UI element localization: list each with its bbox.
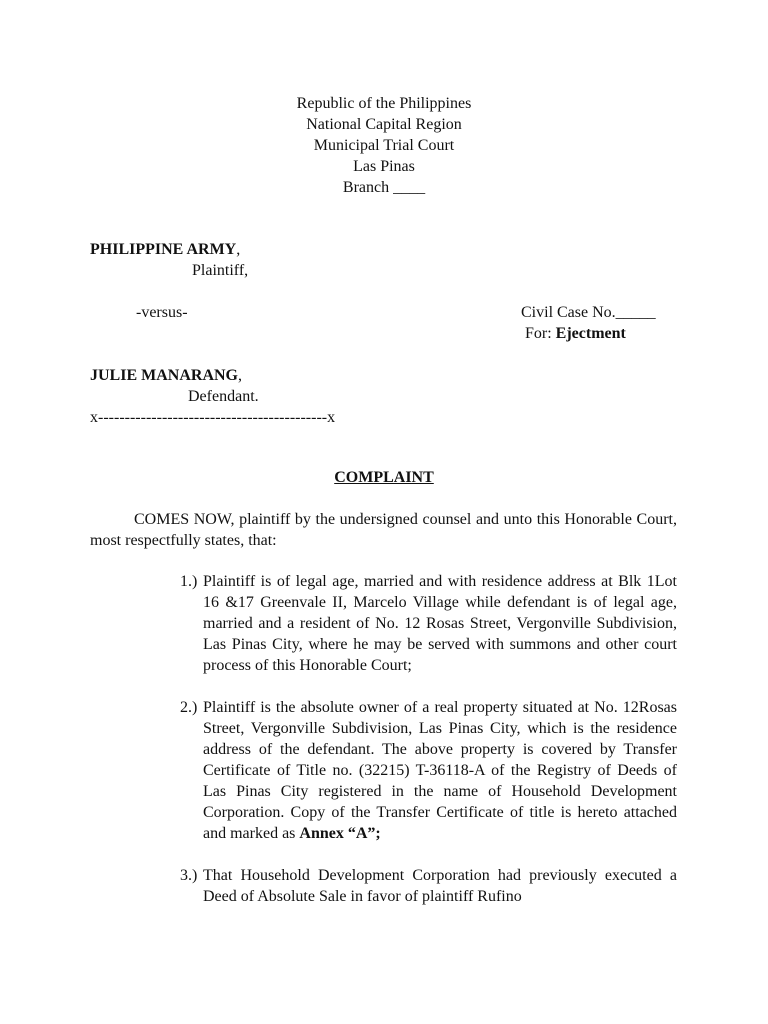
defendant-name: JULIE MANARANG <box>90 367 238 384</box>
civil-case-number: Civil Case No._____ <box>521 304 656 321</box>
annex-reference: Annex “A”; <box>299 825 381 842</box>
court-header-line: National Capital Region <box>306 116 462 133</box>
paragraph-text-container <box>203 697 677 844</box>
defendant-name-comma: , <box>238 367 242 384</box>
paragraph-number: 3.) <box>180 867 198 884</box>
plaintiff-name-comma: , <box>236 241 241 258</box>
defendant-name-line <box>90 365 242 386</box>
plaintiff-role: Plaintiff, <box>192 262 249 279</box>
paragraph-text: That Household Development Corporation had previously executed a Deed of Absolute Sale in favor of plaintiff Rufino <box>203 867 677 905</box>
court-header-line: Municipal Trial Court <box>313 137 455 154</box>
paragraph-number: 1.) <box>180 573 198 590</box>
paragraph-text: Plaintiff is the absolute owner of a real property situated at No. 12Rosas Street, Vergonville Subdivision, Las Pinas City, which is the residence address of the defendant. The above property is covered by Transfer Certificate of Title no. (32215) T-36118-A of the Registry of Deeds of Las Pinas City registered in the name of Household Development Corporation. Copy of the Transfer Certificate of title is hereto attached and marked as <box>203 699 677 842</box>
numbered-paragraph <box>180 865 677 907</box>
court-header-line: Las Pinas <box>353 158 415 175</box>
court-header-line: Republic of the Philippines <box>296 95 472 112</box>
paragraph-text: Plaintiff is of legal age, married and with residence address at Blk 1Lot 16 &17 Greenvale II, Marcelo Village while defendant is of legal age, married and a resident of No. 12 Rosas Street, Vergonville Subdivision, Las Pinas City, where he may be served with summons and other court process of this Honorable Court; <box>203 573 677 674</box>
intro-paragraph: COMES NOW, plaintiff by the undersigned counsel and unto this Honorable Court, most respectfully states, that: <box>90 511 677 549</box>
court-header-line: Branch ____ <box>342 179 426 196</box>
paragraph-number: 2.) <box>180 699 198 716</box>
plaintiff-name: PHILIPPINE ARMY <box>90 241 237 258</box>
plaintiff-name-line <box>90 239 240 260</box>
numbered-paragraph <box>180 697 677 844</box>
court-header <box>0 93 768 198</box>
case-nature-label: For: <box>525 325 556 342</box>
versus-label: -versus- <box>136 304 188 321</box>
case-nature-value: Ejectment <box>555 325 626 342</box>
case-nature-line <box>525 323 626 344</box>
caption-divider: x-------------------------------------------x <box>90 409 336 426</box>
numbered-paragraph <box>180 571 677 676</box>
defendant-role: Defendant. <box>188 388 259 405</box>
document-title: COMPLAINT <box>334 469 434 486</box>
